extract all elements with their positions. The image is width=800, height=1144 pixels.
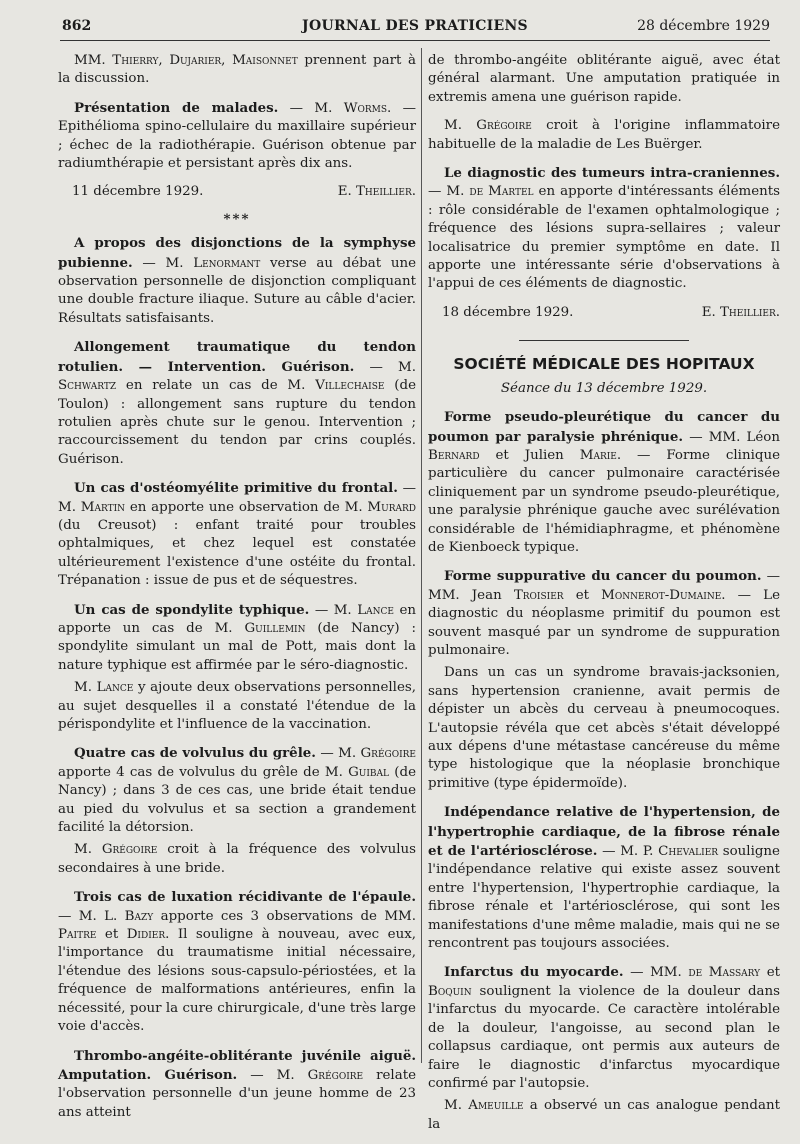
report-text: en apporte d'intéressants éléments : rôle considérable de l'examen ophtalmologique ; fréquence des lésions supra-sellaires ; valeur localisatrice du premier symptôme en date. Il apporte une intéressante série d'observations à l'appui de ces éléments de diagnostic. bbox=[428, 184, 781, 292]
report-text: . — Epithélioma spino-cellulaire du maxillaire supérieur ; échec de la radiothérapie. Guérison obtenue par radiumthérapie et persistant après dix ans. bbox=[58, 100, 417, 172]
author-name: Grégoire bbox=[307, 1067, 364, 1083]
report-text: . Il souligne à nouveau, avec eux, l'importance du traumatisme initial nécessaire, l'étendue des lésions sous-capsulo-périostées, et la fréquence de malformations antérieures, enfin la nécessité, pour la cure chirurgicale, d'une très large voie d'accès. bbox=[58, 927, 416, 1035]
report-title: Un cas de spondylite typhique. bbox=[74, 601, 310, 618]
right-column bbox=[428, 52, 780, 1144]
separator: — MM. bbox=[623, 965, 689, 981]
signature-line bbox=[428, 304, 780, 322]
paragraph-gregoire-buerger bbox=[428, 117, 780, 154]
separator: — M. bbox=[354, 359, 416, 375]
connector-text: apporte ces 3 observations de MM. bbox=[153, 908, 417, 924]
connector-text: et bbox=[96, 927, 127, 943]
separator: — M. bbox=[315, 746, 361, 762]
author-name: Troisier bbox=[513, 587, 564, 603]
section-rule bbox=[519, 340, 689, 341]
report-tumeurs-intracraniennes bbox=[428, 164, 780, 294]
separator: — M. bbox=[309, 602, 358, 618]
paragraph-continuation: de thrombo-angéite oblitérante aiguë, avec état général alarmant. Une amputation pratiquée in extremis amena une guérison rapide. bbox=[428, 53, 780, 105]
column-divider bbox=[421, 48, 422, 1063]
author-name: Didier bbox=[126, 927, 166, 943]
left-column bbox=[58, 52, 416, 1132]
paragraph-ameuille bbox=[428, 1097, 780, 1134]
author-name: de Martel bbox=[469, 184, 534, 200]
paragraph-text: croit à l'origine inflammatoire habituelle de la maladie de Les Buërger. bbox=[428, 118, 780, 152]
author-name: Bazy bbox=[124, 908, 154, 924]
journal-title: JOURNAL DES PRATICIENS bbox=[302, 18, 528, 34]
signature-line bbox=[58, 183, 416, 201]
report-symphyse bbox=[58, 234, 416, 328]
report-title: Quatre cas de volvulus du grêle. bbox=[74, 745, 316, 762]
issue-date: 28 décembre 1929 bbox=[637, 18, 770, 34]
report-title: Un cas d'ostéomyélite primitive du frontal. bbox=[74, 480, 398, 497]
report-title: Trois cas de luxation récidivante de l'épaule. bbox=[74, 889, 416, 906]
author-name: Martin bbox=[80, 499, 126, 515]
report-title: Infarctus du myocarde. bbox=[444, 964, 624, 981]
connector-text: apporte 4 cas de volvulus du grêle de M. bbox=[58, 764, 349, 780]
signature-author: E. Theillier. bbox=[701, 304, 780, 320]
connector-text: et Julien bbox=[479, 447, 580, 463]
author-name: Grégoire bbox=[476, 118, 532, 134]
author-name: Chevalier bbox=[658, 844, 719, 860]
report-presentation-malades bbox=[58, 99, 416, 174]
connector-text: en relate un cas de M. bbox=[116, 378, 316, 394]
author-name: Grégoire bbox=[360, 746, 416, 762]
report-text: (de Toulon) : allongement sans rupture du tendon rotulien après chute sur le genou. Intervention ; raccourcissement du tendon par crins couplés. Guérison. bbox=[58, 378, 417, 467]
paragraph-text: prennent part à la discussion. bbox=[58, 53, 416, 87]
separator: — M. bbox=[58, 481, 416, 515]
connector-text: en apporte une observation de M. bbox=[125, 499, 368, 515]
report-text: . — Forme clinique particulière du cancer pulmonaire caractérisée cliniquement par un syndrome pseudo-pleurétique, une paralysie phrénique gauche avec surélévation considérable de l'hémidiaphragme, et phénomène de Kienboeck typique. bbox=[428, 447, 780, 555]
author-name: Boquin bbox=[428, 983, 472, 999]
paragraph-bravais-jacksonien: Dans un cas un syndrome bravais-jacksonien, sans hypertension cranienne, avait permis de dépister un abcès du cerveau à pneumocoques. L'autopsie révéla que cet abcès s'était développé aux dépens d'une métastase cancéreuse du même type histologique que la néoplasie bronchique primitive (type épidermoïde). bbox=[428, 665, 780, 791]
section-asterism: *** bbox=[223, 210, 251, 227]
author-name: Lenormant bbox=[193, 255, 261, 271]
signature-author: E. Theillier. bbox=[337, 184, 416, 200]
separator: — MM. Léon bbox=[683, 429, 780, 445]
paragraph-text: croit à la fréquence des volvulus secondaires à une bride. bbox=[58, 842, 416, 876]
author-name: Ameuille bbox=[468, 1098, 524, 1114]
report-thrombo-angeite bbox=[58, 1047, 416, 1123]
report-text: relate l'observation personnelle d'un jeune homme de 23 ans atteint bbox=[58, 1067, 417, 1120]
session-date: Séance du 13 décembre 1929. bbox=[500, 380, 708, 396]
author-name: Schwartz bbox=[58, 378, 117, 394]
separator: — M. P. bbox=[597, 844, 659, 860]
report-text: soulignent la violence de la douleur dans l'infarctus du myocarde. Ce caractère intolérable de la douleur, l'angoisse, au second plan le collapsus cardiaque, ont permis aux auteurs de faire le diagnostic d'infarctus myocardique confirmé par l'autopsie. bbox=[428, 983, 780, 1091]
author-name: Lance bbox=[96, 680, 134, 696]
report-text: (du Creusot) : enfant traité pour troubles ophtalmiques, et chez lequel est constatée ultérieurement l'existence d'une ostéite du frontal. Trépanation : issue de pus et de séquestres. bbox=[58, 517, 416, 589]
separator: — M. L. bbox=[58, 908, 125, 924]
separator: — M. bbox=[237, 1067, 308, 1083]
report-text: souligne l'indépendance relative qui existe assez souvent entre l'hypertension, l'hypertrophie cardiaque, la fibrose rénale et l'artériosclérose, qui sont les manifestations d'une même maladie, mais qui ne se rencontrent pas toujours associées. bbox=[428, 844, 780, 952]
author-name: Worms bbox=[343, 100, 388, 116]
separator: — M. bbox=[278, 100, 344, 116]
author-name: Paitre bbox=[58, 927, 97, 943]
paragraph-text: y ajoute deux observations personnelles, au sujet desquelles il a constaté l'étendue de la périspondylite et l'influence de la vaccination. bbox=[58, 680, 416, 732]
signature-date: 18 décembre 1929. bbox=[442, 304, 574, 320]
separator: — M. bbox=[132, 255, 194, 271]
report-osteomyelite bbox=[58, 479, 416, 590]
report-tendon-rotulien bbox=[58, 338, 416, 469]
report-text: (de Nancy) ; dans 3 de ces cas, une bride était tendue au pied du volvulus et sa section a grandement facilité la détorsion. bbox=[58, 764, 416, 836]
paragraph-discussion bbox=[58, 52, 416, 89]
report-volvulus bbox=[58, 744, 416, 837]
page-header bbox=[60, 14, 770, 41]
paragraph-lance bbox=[58, 679, 416, 734]
signature-date: 11 décembre 1929. bbox=[72, 184, 204, 200]
author-name: Villechaise bbox=[315, 378, 385, 394]
author-names: MM. Thierry, Dujarier, Maisonnet bbox=[74, 53, 298, 68]
page-number: 862 bbox=[62, 18, 92, 34]
report-title: Thrombo-angéite-oblitérante juvénile aiguë. Amputation. Guérison. bbox=[58, 1047, 416, 1083]
report-title: Présentation de malades. bbox=[74, 99, 279, 116]
report-text: . — Le diagnostic du néoplasme primitif du poumon est souvent masqué par un syndrome de suppuration pulmonaire. bbox=[428, 587, 781, 658]
prefix: M. bbox=[444, 1098, 469, 1114]
report-hypertension bbox=[428, 803, 780, 953]
author-name: Marie bbox=[579, 447, 617, 463]
report-title: A propos des disjonctions de la symphyse pubienne. bbox=[58, 235, 416, 271]
author-name: Guibal bbox=[348, 764, 390, 780]
author-name: Guillemin bbox=[244, 620, 306, 636]
report-title: Indépendance relative de l'hypertension, de l'hypertrophie cardiaque, de la fibrose rénale et de l'artériosclérose. bbox=[428, 804, 780, 860]
paragraph-gregoire-volvulus bbox=[58, 841, 416, 878]
report-luxation-epaule bbox=[58, 888, 416, 1036]
society-heading: SOCIÉTÉ MÉDICALE DES HOPITAUX bbox=[453, 355, 755, 374]
report-title: Forme pseudo-pleurétique du cancer du poumon par paralysie phrénique. bbox=[428, 409, 780, 445]
prefix: M. bbox=[74, 842, 102, 858]
report-title: Forme suppurative du cancer du poumon. bbox=[444, 568, 762, 585]
report-forme-suppurative bbox=[428, 567, 780, 660]
connector-text: en apporte un cas de M. bbox=[58, 602, 416, 636]
report-infarctus bbox=[428, 963, 780, 1093]
author-name: Lance bbox=[357, 602, 394, 618]
connector-text: et bbox=[760, 965, 780, 981]
author-name: Grégoire bbox=[101, 842, 158, 858]
paragraph-text: a observé un cas analogue pendant la bbox=[428, 1098, 780, 1132]
report-title: Le diagnostic des tumeurs intra-craniennes. bbox=[444, 165, 780, 182]
prefix: M. bbox=[74, 680, 97, 696]
prefix: M. bbox=[444, 118, 477, 134]
author-name: Monnerot-Dumaine bbox=[601, 587, 722, 603]
report-title: Allongement traumatique du tendon rotulien. — Intervention. Guérison. bbox=[58, 339, 416, 375]
author-name: Bernard bbox=[428, 447, 480, 463]
report-spondylite bbox=[58, 601, 416, 676]
separator: — M. bbox=[428, 184, 470, 200]
author-name: de Massary bbox=[688, 965, 761, 981]
report-pseudo-pleuretique bbox=[428, 408, 780, 557]
report-text: (de Nancy) : spondylite simulant un mal de Pott, mais dont la nature typhique est affirmée par le séro-diagnostic. bbox=[58, 620, 416, 673]
author-name: Murard bbox=[367, 499, 416, 515]
connector-text: et bbox=[563, 587, 602, 603]
separator: — MM. Jean bbox=[428, 569, 780, 603]
report-text: verse au débat une observation personnelle de disjonction compliquant une double fracture iliaque. Suture au câble d'acier. Résultats satisfaisants. bbox=[58, 255, 416, 326]
